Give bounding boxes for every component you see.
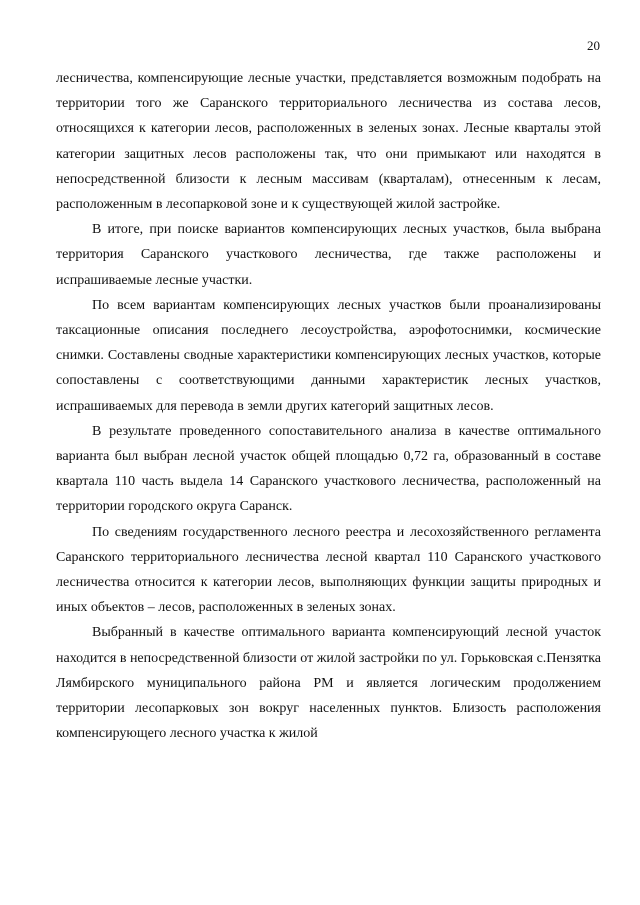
paragraph: В результате проведенного сопоставительного анализа в качестве оптимального варианта был выбран лесной участок общей площадью 0,72 га, образованный в составе квартала 110 часть выдела 14 Саранского участкового лесничества, расположенный на территории городского округа Саранск.: [56, 423, 601, 515]
paragraph-continued: лесничества, компенсирующие лесные участки, представляется возможным подобрать на территории того же Саранского территориального лесничества из состава лесов, относящихся к категории лесов, расположенных в зеленых зонах. Лесные кварталы этой категории защитных лесов расположены так, что они примыкают или находятся в непосредственной близости к лесным массивам (кварталам), отнесенным к лесам, расположенным в лесопарковой зоне и к существующей жилой застройке.: [56, 71, 601, 213]
paragraph: По сведениям государственного лесного реестра и лесохозяйственного регламента Саранского территориального лесничества лесной квартал 110 Саранского участкового лесничества относится к категории лесов, выполняющих функции защиты природных и иных объектов – лесов, расположенных в зеленых зонах.: [56, 524, 601, 616]
body-text: [56, 66, 601, 746]
paragraph: По всем вариантам компенсирующих лесных участков были проанализированы таксационные описания последнего лесоустройства, аэрофотоснимки, космические снимки. Составлены сводные характеристики компенсирующих лесных участков, которые сопоставлены с соответствующими данными характеристик лесных участков, испрашиваемых для перевода в земли других категорий защитных лесов.: [56, 297, 601, 414]
paragraph: В итоге, при поиске вариантов компенсирующих лесных участков, была выбрана территория Саранского участкового лесничества, где также расположены и испрашиваемые лесные участки.: [56, 222, 601, 288]
paragraph: Выбранный в качестве оптимального варианта компенсирующий лесной участок находится в непосредственной близости от жилой застройки по ул. Горьковская с.Пензятка Лямбирского муниципального района РМ и является логическим продолжением территории лесопарковых зон вокруг населенных пунктов. Близость расположения компенсирующего лесного участка к жилой: [56, 625, 601, 742]
page-number: 20: [587, 38, 600, 53]
